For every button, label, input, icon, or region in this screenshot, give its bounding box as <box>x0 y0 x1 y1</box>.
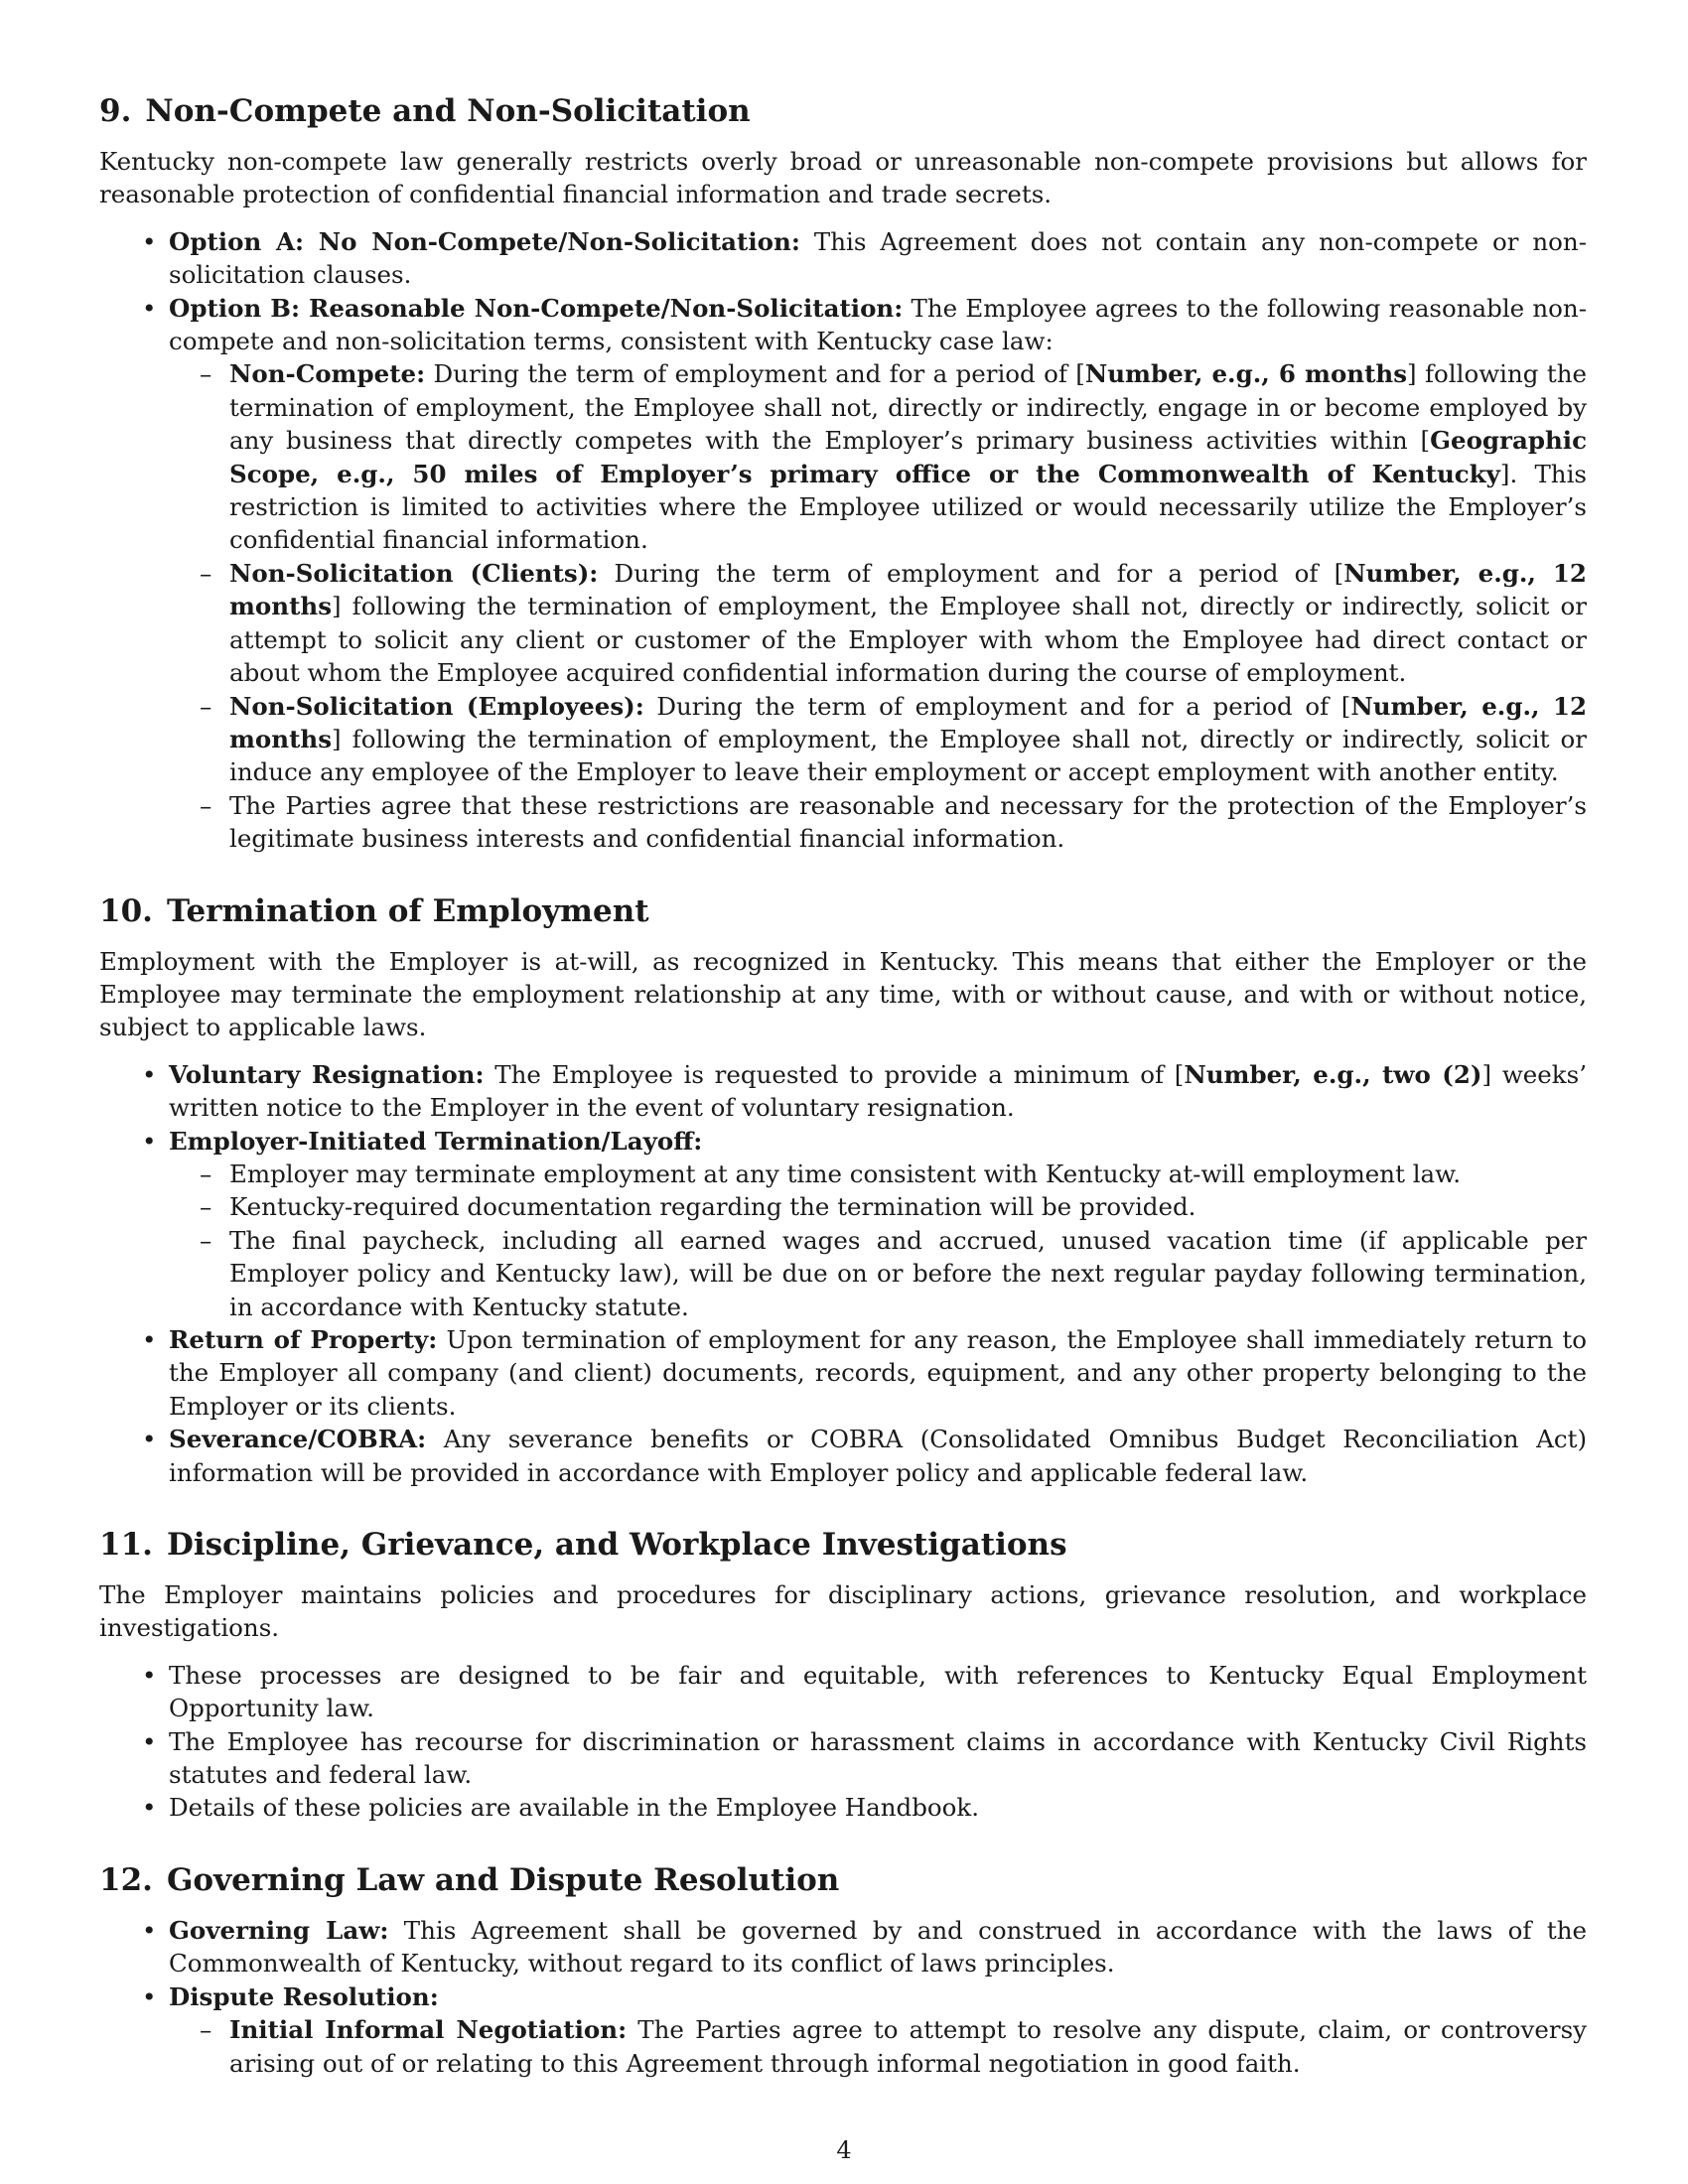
sub-list-item: – Kentucky-required documentation regarding the termination will be provided. <box>229 1190 1587 1223</box>
section-heading: 9. Non-Compete and Non-Solicitation <box>99 93 751 129</box>
list-item: • Employer-Initiated Termination/Layoff: – Employer may terminate employment at any time consistent with Kentucky at-will employment law. – Kentucky-required documentation regarding the termination will be provided. – The final paycheck, including all earned wages and accrued, unused vacation time (if applicable per Employer policy and Kentucky law), will be due on or before the next regular payday following termination, in accordance with Kentucky statute. <box>169 1125 1587 1323</box>
section-intro: Kentucky non-compete law generally restricts overly broad or unreasonable non-compete provisions but allows for reasonable protection of confidential financial information and trade secrets. <box>99 147 1587 209</box>
bullet-list <box>99 1659 1587 1825</box>
list-item: • Option B: Reasonable Non-Compete/Non-Solicitation: The Employee agrees to the following reasonable non-compete and non-solicitation terms, consistent with Kentucky case law: – Non-Compete: During the term of employment and for a period of [Number, e.g., 6 months] following the termination of employment, the Employee shall not, directly or indirectly, engage in or become employed by any business that directly competes with the Employer’s primary business activities within [Geographic Scope, e.g., 50 miles of Employer’s primary office or the Commonwealth of Kentucky]. This restriction is limited to activities where the Employee utilized or would necessarily utilize the Employer’s confidential financial information. – Non-Solicitation (Clients): During the term of employment and for a period of [Number, e.g., 12 months] following the termination of employment, the Employee shall not, directly or indirectly, solicit or attempt to solicit any client or customer of the Employer with whom the Employee had direct contact or about whom the Employee acquired confidential information during the course of employment. – Non-Solicitation (Employees): During the term of employment and for a period of [Number, e.g., 12 months] following the termination of employment, the Employee shall not, directly or indirectly, solicit or induce any employee of the Employer to leave their employment or accept employment with another entity. – The Parties agree that these restrictions are reasonable and necessary for the protection of the Employer’s legitimate business interests and confidential financial information. <box>169 292 1587 856</box>
sub-list-item: – Non-Solicitation (Clients): During the term of employment and for a period of [Number, e.g., 12 months] following the termination of employment, the Employee shall not, directly or indirectly, solicit or attempt to solicit any client or customer of the Employer with whom the Employee had direct contact or about whom the Employee acquired confidential information during the course of employment. <box>229 557 1587 690</box>
list-item: • The Employee has recourse for discrimination or harassment claims in accordance with Kentucky Civil Rights statutes and federal law. <box>169 1725 1587 1792</box>
list-item: • Option A: No Non-Compete/Non-Solicitation: This Agreement does not contain any non-compete or non-solicitation clauses. <box>169 225 1587 292</box>
sub-list <box>169 357 1587 855</box>
sub-list-item: – The Parties agree that these restrictions are reasonable and necessary for the protection of the Employer’s legitimate business interests and confidential financial information. <box>229 789 1587 856</box>
sub-list-item: – Employer may terminate employment at any time consistent with Kentucky at-will employment law. <box>229 1158 1587 1190</box>
sub-list-item: – The final paycheck, including all earned wages and accrued, unused vacation time (if applicable per Employer policy and Kentucky law), will be due on or before the next regular payday following termination, in accordance with Kentucky statute. <box>229 1224 1587 1323</box>
list-item: • Return of Property: Upon termination of employment for any reason, the Employee shall immediately return to the Employer all company (and client) documents, records, equipment, and any other property belonging to the Employer or its clients. <box>169 1323 1587 1423</box>
page-number: 4 <box>836 2136 852 2164</box>
bullet-list <box>99 225 1587 856</box>
sub-list <box>169 2013 1587 2080</box>
sub-list <box>169 1158 1587 1323</box>
sub-list-item: – Non-Compete: During the term of employment and for a period of [Number, e.g., 6 months] following the termination of employment, the Employee shall not, directly or indirectly, engage in or become employed by any business that directly competes with the Employer’s primary business activities within [Geographic Scope, e.g., 50 miles of Employer’s primary office or the Commonwealth of Kentucky]. This restriction is limited to activities where the Employee utilized or would necessarily utilize the Employer’s confidential financial information. <box>229 357 1587 556</box>
document-page <box>99 91 1587 2116</box>
section-non-compete <box>99 91 1587 856</box>
list-item: • Details of these policies are available in the Employee Handbook. <box>169 1791 1587 1824</box>
bullet-list <box>99 1058 1587 1489</box>
section-heading: 12. Governing Law and Dispute Resolution <box>99 1861 840 1898</box>
sub-list-item: – Initial Informal Negotiation: The Parties agree to attempt to resolve any dispute, claim, or controversy arising out of or relating to this Agreement through informal negotiation in good faith. <box>229 2013 1587 2080</box>
list-item: • Governing Law: This Agreement shall be governed by and construed in accordance with the laws of the Commonwealth of Kentucky, without regard to its conflict of laws principles. <box>169 1914 1587 1980</box>
section-heading: 10. Termination of Employment <box>99 892 649 929</box>
list-item: • Dispute Resolution: – Initial Informal Negotiation: The Parties agree to attempt to resolve any dispute, claim, or controversy arising out of or relating to this Agreement through informal negotiation in good faith. <box>169 1980 1587 2080</box>
sub-list-item: – Non-Solicitation (Employees): During the term of employment and for a period of [Number, e.g., 12 months] following the termination of employment, the Employee shall not, directly or indirectly, solicit or induce any employee of the Employer to leave their employment or accept employment with another entity. <box>229 690 1587 789</box>
section-termination <box>99 891 1587 1490</box>
section-discipline <box>99 1525 1587 1825</box>
list-item: • Severance/COBRA: Any severance benefits or COBRA (Consolidated Omnibus Budget Reconciliation Act) information will be provided in accordance with Employer policy and applicable federal law. <box>169 1423 1587 1489</box>
section-governing-law <box>99 1860 1587 2080</box>
section-heading: 11. Discipline, Grievance, and Workplace Investigations <box>99 1527 1067 1564</box>
section-intro: The Employer maintains policies and procedures for disciplinary actions, grievance resolution, and workplace investigations. <box>99 1580 1587 1643</box>
section-intro: Employment with the Employer is at-will, as recognized in Kentucky. This means that either the Employer or the Employee may terminate the employment relationship at any time, with or without cause, and with or without notice, subject to applicable laws. <box>99 946 1587 1042</box>
bullet-list <box>99 1914 1587 2080</box>
list-item: • These processes are designed to be fair and equitable, with references to Kentucky Equal Employment Opportunity law. <box>169 1659 1587 1725</box>
list-item: • Voluntary Resignation: The Employee is requested to provide a minimum of [Number, e.g., two (2)] weeks’ written notice to the Employer in the event of voluntary resignation. <box>169 1058 1587 1125</box>
